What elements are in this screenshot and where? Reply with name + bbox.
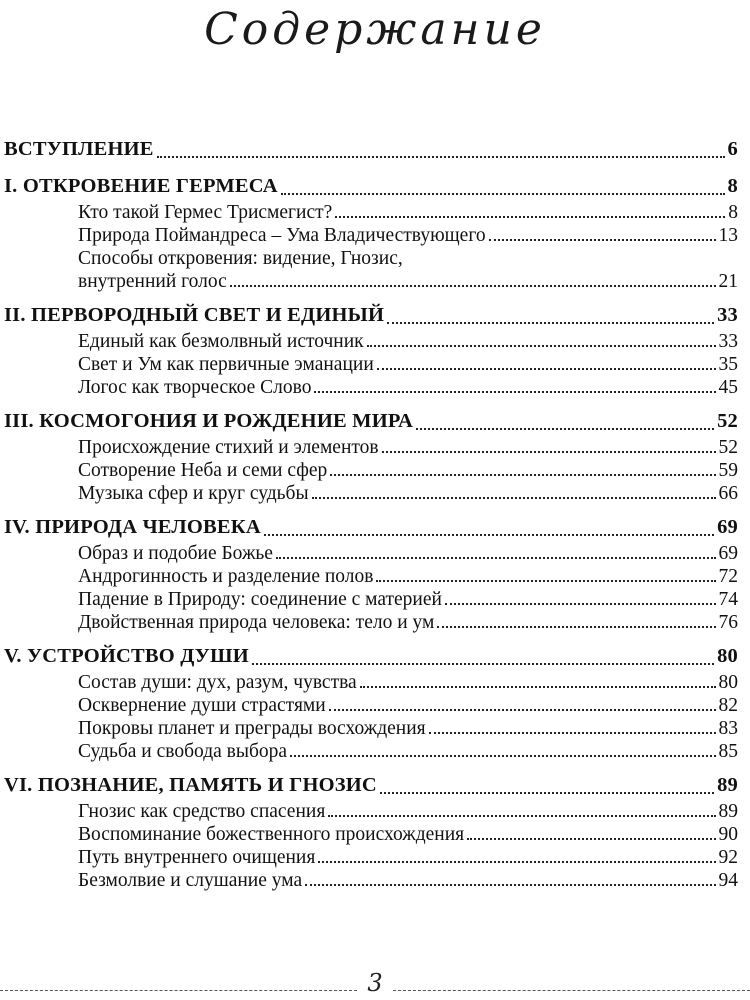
toc-page-number: 80 xyxy=(717,645,738,667)
toc-subentry-title: Свет и Ум как первичные эманации xyxy=(78,354,374,375)
toc-page-number: 21 xyxy=(718,271,738,292)
toc-subentry[interactable] xyxy=(0,588,738,611)
dot-leader xyxy=(328,815,715,817)
toc-page-number: 76 xyxy=(718,612,738,633)
dot-leader xyxy=(377,368,716,370)
dot-leader xyxy=(252,663,714,665)
toc-subentry[interactable] xyxy=(0,671,738,694)
toc-subentry-title: Гнозис как средство спасения xyxy=(78,801,326,822)
toc-subentry-title: Путь внутреннего очищения xyxy=(78,847,316,868)
toc-chapter-title: I. ОТКРОВЕНИЕ ГЕРМЕСА xyxy=(4,175,278,197)
toc-page-number: 69 xyxy=(717,516,738,538)
toc-page-number: 8 xyxy=(728,202,738,223)
toc-subentry-title: Музыка сфер и круг судьбы xyxy=(78,483,309,504)
dot-leader xyxy=(318,861,715,863)
toc-subentry-title: Безмолвие и слушание ума xyxy=(78,870,303,891)
toc-page-number: 92 xyxy=(718,847,738,868)
toc-chapter[interactable] xyxy=(0,406,738,436)
toc-page-number: 69 xyxy=(718,543,738,564)
toc-subentry[interactable] xyxy=(0,459,738,482)
dot-leader xyxy=(264,534,714,536)
toc-page-number: 74 xyxy=(718,589,738,610)
dot-leader xyxy=(429,732,716,734)
section-gap xyxy=(0,505,738,512)
toc-page-number: 72 xyxy=(718,566,738,587)
toc-page-number: 80 xyxy=(718,672,738,693)
toc-chapter[interactable] xyxy=(0,171,738,201)
toc-chapter[interactable] xyxy=(0,134,738,164)
toc-chapter-title: V. УСТРОЙСТВО ДУШИ xyxy=(4,645,249,667)
toc-subentry[interactable] xyxy=(0,717,738,740)
dot-leader xyxy=(387,322,714,324)
toc-subentry[interactable] xyxy=(0,330,738,353)
section-gap xyxy=(0,634,738,641)
toc-subentry[interactable] xyxy=(0,201,738,224)
toc-page-number: 8 xyxy=(727,175,738,197)
toc-chapter[interactable] xyxy=(0,512,738,542)
toc-subentry-title: Образ и подобие Божье xyxy=(78,543,273,564)
toc-subentry-title: Состав души: дух, разум, чувства xyxy=(78,672,357,693)
dot-leader xyxy=(276,557,716,559)
dot-leader xyxy=(305,884,715,886)
toc-subentry[interactable] xyxy=(0,542,738,565)
toc-subentry[interactable] xyxy=(0,694,738,717)
toc-subentry[interactable] xyxy=(0,740,738,763)
toc-subentry-title: Логос как творческое Слово xyxy=(78,377,312,398)
dot-leader xyxy=(360,686,716,688)
page-footer xyxy=(0,966,750,1000)
toc-subentry-title: Двойственная природа человека: тело и ум xyxy=(78,612,435,633)
toc-subentry-title: Судьба и свобода выбора xyxy=(78,741,288,762)
dot-leader xyxy=(335,216,725,218)
toc-page-number: 45 xyxy=(718,377,738,398)
toc-page-number: 85 xyxy=(718,741,738,762)
toc-page-number: 52 xyxy=(717,410,738,432)
section-gap xyxy=(0,164,738,171)
toc-page-number: 66 xyxy=(718,483,738,504)
toc-subentry-title: Падение в Природу: соединение с материей xyxy=(78,589,442,610)
dot-leader xyxy=(230,285,716,287)
dot-leader xyxy=(467,838,715,840)
footer-rule-right xyxy=(393,990,750,991)
toc-subentry-title: внутренний голос xyxy=(78,271,227,292)
toc-subentry-title: Андрогинность и разделение полов xyxy=(78,566,374,587)
page-title: Содержание xyxy=(204,4,546,55)
toc-subentry[interactable] xyxy=(0,823,738,846)
dot-leader xyxy=(157,156,725,158)
toc-subentry-title: Сотворение Неба и семи сфер xyxy=(78,460,328,481)
section-gap xyxy=(0,763,738,770)
toc-chapter-title: VI. ПОЗНАНИЕ, ПАМЯТЬ И ГНОЗИС xyxy=(4,774,377,796)
toc-page-number: 89 xyxy=(717,774,738,796)
toc-subentry[interactable] xyxy=(0,224,738,247)
toc-page-number: 35 xyxy=(718,354,738,375)
dot-leader xyxy=(314,391,715,393)
toc-page-number: 59 xyxy=(718,460,738,481)
toc-subentry[interactable] xyxy=(0,869,738,892)
section-gap xyxy=(0,293,738,300)
toc-subentry-title: Способы откровения: видение, Гнозис, xyxy=(78,248,403,269)
toc-subentry-title: Происхождение стихий и элементов xyxy=(78,437,379,458)
toc-subentry[interactable] xyxy=(0,482,738,505)
dot-leader xyxy=(416,428,714,430)
dot-leader xyxy=(290,755,715,757)
toc-subentry-title: Осквернение души страстями xyxy=(78,695,326,716)
toc-subentry-title: Воспоминание божественного происхождения xyxy=(78,824,465,845)
dot-leader xyxy=(489,239,716,241)
toc-chapter-title: II. ПЕРВОРОДНЫЙ СВЕТ И ЕДИНЫЙ xyxy=(4,304,385,326)
dot-leader xyxy=(445,603,716,605)
toc-subentry[interactable] xyxy=(0,353,738,376)
toc-chapter[interactable] xyxy=(0,300,738,330)
toc-page-number: 83 xyxy=(718,718,738,739)
toc-subentry[interactable] xyxy=(0,846,738,869)
dot-leader xyxy=(330,474,715,476)
toc-chapter-title: ВСТУПЛЕНИЕ xyxy=(4,138,154,160)
toc-subentry-line[interactable] xyxy=(0,247,738,270)
toc-chapter[interactable] xyxy=(0,641,738,671)
toc-page-number: 94 xyxy=(718,870,738,891)
toc-subentry[interactable] xyxy=(0,800,738,823)
dot-leader xyxy=(329,709,716,711)
toc-subentry-title: Природа Поймандреса – Ума Владичествующего xyxy=(78,225,486,246)
dot-leader xyxy=(312,497,716,499)
dot-leader xyxy=(281,193,725,195)
toc-page-number: 33 xyxy=(717,304,738,326)
footer-page-number: 3 xyxy=(367,969,383,997)
toc-page-number: 6 xyxy=(727,138,738,160)
toc-subentry[interactable] xyxy=(0,611,738,634)
toc-subentry[interactable] xyxy=(0,565,738,588)
toc-chapter[interactable] xyxy=(0,770,738,800)
toc-subentry[interactable] xyxy=(0,376,738,399)
toc-page-number: 13 xyxy=(718,225,738,246)
toc-subentry-title: Единый как безмолвный источник xyxy=(78,331,364,352)
toc-subentry[interactable] xyxy=(0,270,738,293)
dot-leader xyxy=(380,792,714,794)
toc-page-number: 33 xyxy=(718,331,738,352)
toc-page-number: 90 xyxy=(718,824,738,845)
footer-rule-left xyxy=(0,990,357,991)
toc-chapter-title: III. КОСМОГОНИЯ И РОЖДЕНИЕ МИРА xyxy=(4,410,413,432)
dot-leader xyxy=(376,580,715,582)
toc-subentry-title: Покровы планет и преграды восхождения xyxy=(78,718,426,739)
dot-leader xyxy=(367,345,716,347)
toc-subentry[interactable] xyxy=(0,436,738,459)
section-gap xyxy=(0,399,738,406)
toc-page-number: 89 xyxy=(718,801,738,822)
toc-page-number: 82 xyxy=(718,695,738,716)
table-of-contents xyxy=(0,134,738,892)
toc-chapter-title: IV. ПРИРОДА ЧЕЛОВЕКА xyxy=(4,516,261,538)
toc-subentry-title: Кто такой Гермес Трисмегист? xyxy=(78,202,333,223)
dot-leader xyxy=(382,451,716,453)
dot-leader xyxy=(437,626,715,628)
toc-page-number: 52 xyxy=(718,437,738,458)
